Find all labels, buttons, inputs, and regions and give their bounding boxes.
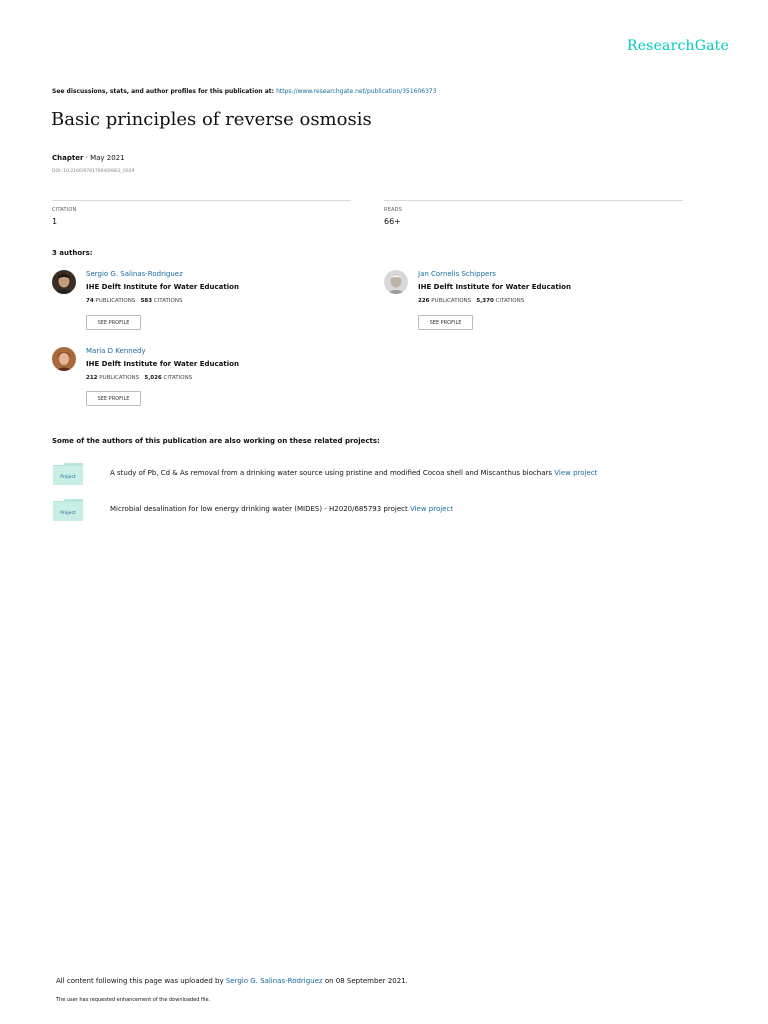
publications-count: 74 xyxy=(86,298,94,304)
author-stats xyxy=(418,298,524,304)
publications-label: PUBLICATIONS xyxy=(429,298,472,304)
reads-value: 66+ xyxy=(384,217,401,226)
project-folder-icon[interactable] xyxy=(53,463,83,485)
project-icon-label: Project xyxy=(60,511,76,516)
view-project-link[interactable]: View project xyxy=(409,505,454,513)
author-stats xyxy=(86,298,182,304)
publication-url-link[interactable]: https://www.researchgate.net/publication/351606373 xyxy=(276,88,437,95)
discussion-line xyxy=(52,88,437,95)
divider xyxy=(52,200,351,201)
upload-notice xyxy=(56,977,408,985)
researchgate-logo[interactable]: ResearchGate xyxy=(626,38,729,54)
publication-type-date xyxy=(52,154,125,162)
author-institution: IHE Delft Institute for Water Education xyxy=(86,360,239,368)
citation-label: CITATION xyxy=(52,207,77,213)
author-institution: IHE Delft Institute for Water Education xyxy=(418,283,571,291)
publications-count: 212 xyxy=(86,375,98,381)
see-profile-button[interactable]: SEE PROFILE xyxy=(418,315,473,330)
authors-heading: 3 authors: xyxy=(52,249,93,257)
page-title: Basic principles of reverse osmosis xyxy=(51,109,372,130)
citations-label: CITATIONS xyxy=(161,375,193,381)
author-name-link[interactable]: Jan Cornelis Schippers xyxy=(418,270,496,278)
publications-count: 226 xyxy=(418,298,430,304)
see-profile-button[interactable]: SEE PROFILE xyxy=(86,391,141,406)
view-project-link[interactable]: View project xyxy=(554,469,598,477)
reads-label: READS xyxy=(384,207,403,213)
publications-label: PUBLICATIONS xyxy=(97,375,140,381)
citations-label: CITATIONS xyxy=(152,298,183,304)
avatar[interactable] xyxy=(384,270,408,294)
project-title: Microbial desalination for low energy drinking water (MIDES) - H2020/685793 project xyxy=(110,505,410,513)
uploader-link[interactable]: Sergio G. Salinas-Rodriguez xyxy=(225,977,323,985)
upload-suffix: on 08 September 2021. xyxy=(322,977,408,985)
related-projects-heading: Some of the authors of this publication are also working on these related projects: xyxy=(52,437,380,445)
enhancement-note: The user has requested enhancement of the downloaded file. xyxy=(56,997,211,1003)
divider xyxy=(384,200,683,201)
citation-value: 1 xyxy=(52,217,58,226)
project-icon-label: Project xyxy=(60,475,76,480)
see-profile-button[interactable]: SEE PROFILE xyxy=(86,315,141,330)
author-institution: IHE Delft Institute for Water Education xyxy=(86,283,239,291)
discussion-prefix: See discussions, stats, and author profiles for this publication at: xyxy=(52,88,275,95)
project-folder-icon[interactable] xyxy=(53,499,83,521)
citations-count: 5,026 xyxy=(144,375,162,381)
publications-label: PUBLICATIONS xyxy=(93,298,136,304)
publication-type: Chapter xyxy=(52,154,84,162)
project-item xyxy=(110,505,453,513)
citations-count: 5,370 xyxy=(476,298,494,304)
avatar[interactable] xyxy=(52,270,76,294)
author-name-link[interactable]: Sergio G. Salinas-Rodriguez xyxy=(86,270,183,278)
upload-prefix: All content following this page was uploaded by xyxy=(56,977,226,985)
avatar[interactable] xyxy=(52,347,76,371)
author-name-link[interactable]: Maria D Kennedy xyxy=(86,347,146,355)
author-stats xyxy=(86,375,192,381)
publication-doi: DOI: 10.2166/9781789409863_0029 xyxy=(52,169,135,174)
project-item xyxy=(110,469,597,477)
citations-count: 583 xyxy=(140,298,153,304)
project-title: A study of Pb, Cd & As removal from a drinking water source using pristine and modified Cocoa shell and Miscanthus biochars xyxy=(110,469,555,477)
publication-date: · May 2021 xyxy=(83,154,125,162)
citations-label: CITATIONS xyxy=(493,298,525,304)
